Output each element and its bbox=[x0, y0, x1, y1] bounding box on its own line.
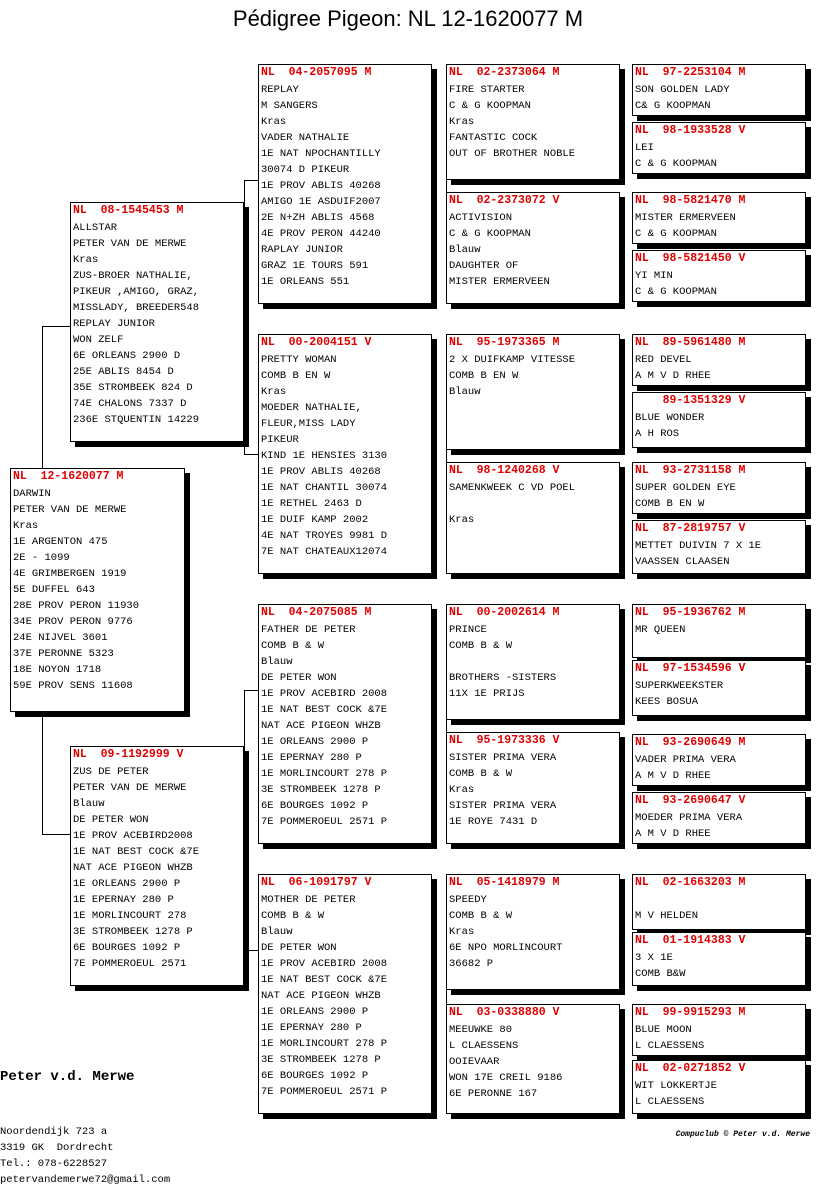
detail-line: 5E DUFFEL 643 bbox=[13, 584, 95, 596]
detail-line: 1E PROV ACEBIRD 2008 bbox=[261, 688, 388, 700]
detail-line: WON ZELF bbox=[73, 334, 124, 346]
detail-line: Kras bbox=[13, 520, 39, 532]
detail-line: SUPER GOLDEN EYE bbox=[635, 482, 736, 494]
pigeon-card-ggp-7 bbox=[446, 874, 620, 990]
pigeon-details bbox=[447, 892, 619, 972]
detail-line: WIT LOKKERTJE bbox=[635, 1080, 717, 1092]
detail-line: 1E ARGENTON 475 bbox=[13, 536, 108, 548]
detail-line: BROTHERS -SISTERS bbox=[449, 672, 557, 684]
detail-line: ALLSTAR bbox=[73, 222, 118, 234]
detail-line: A M V D RHEE bbox=[635, 828, 711, 840]
pigeon-details bbox=[633, 538, 805, 570]
pigeon-card-ggp-4 bbox=[446, 462, 620, 574]
page-title: Pédigree Pigeon: NL 12-1620077 M bbox=[232, 6, 584, 31]
detail-line: WON 17E CREIL 9186 bbox=[449, 1072, 563, 1084]
detail-line: 36682 P bbox=[449, 958, 494, 970]
detail-line: 1E NAT NPOCHANTILLY bbox=[261, 148, 381, 160]
detail-line: 6E NPO MORLINCOURT bbox=[449, 942, 563, 954]
detail-line: Blauw bbox=[449, 244, 481, 256]
detail-line: 7E NAT CHATEAUX12074 bbox=[261, 546, 388, 558]
detail-line: A M V D RHEE bbox=[635, 770, 711, 782]
pigeon-card-sire-dam bbox=[258, 334, 432, 574]
detail-line: 4E NAT TROYES 9981 D bbox=[261, 530, 388, 542]
pigeon-card-gggp-15 bbox=[632, 1004, 806, 1056]
detail-line: PETER VAN DE MERWE bbox=[73, 782, 187, 794]
detail-line: 3319 GK Dordrecht bbox=[0, 1142, 114, 1154]
detail-line: 1E NAT CHANTIL 30074 bbox=[261, 482, 388, 494]
detail-line: 1E ORLEANS 2900 P bbox=[261, 1006, 369, 1018]
detail-line: DE PETER WON bbox=[261, 672, 337, 684]
pigeon-details bbox=[633, 950, 805, 982]
ring-number: NL 98-5821450 V bbox=[635, 252, 746, 265]
detail-line: 1E NAT BEST COCK &7E bbox=[73, 846, 200, 858]
detail-line: Noordendijk 723 a bbox=[0, 1126, 108, 1138]
ring-number: NL 02-1663203 M bbox=[635, 876, 746, 889]
detail-line: ZUS-BROER NATHALIE, bbox=[73, 270, 193, 282]
detail-line: SUPERKWEEKSTER bbox=[635, 680, 724, 692]
detail-line: 1E PROV ABLIS 40268 bbox=[261, 180, 381, 192]
ring-number: NL 09-1192999 V bbox=[73, 748, 184, 761]
connector bbox=[42, 326, 43, 468]
detail-line: 3 X 1E bbox=[635, 952, 673, 964]
detail-line: OUT OF BROTHER NOBLE bbox=[449, 148, 576, 160]
detail-line: SISTER PRIMA VERA bbox=[449, 800, 557, 812]
detail-line: DE PETER WON bbox=[261, 942, 337, 954]
ring-number: 89-1351329 V bbox=[635, 394, 746, 407]
detail-line: C& G KOOPMAN bbox=[635, 100, 711, 112]
detail-line: 37E PERONNE 5323 bbox=[13, 648, 114, 660]
detail-line: COMB B EN W bbox=[261, 370, 331, 382]
detail-line: L CLAESSENS bbox=[449, 1040, 519, 1052]
detail-line: Blauw bbox=[73, 798, 105, 810]
detail-line: Kras bbox=[449, 116, 475, 128]
detail-line: 3E STROMBEEK 1278 P bbox=[73, 926, 193, 938]
pigeon-details bbox=[447, 750, 619, 830]
pigeon-details bbox=[447, 480, 619, 528]
detail-line: COMB B & W bbox=[449, 768, 513, 780]
detail-line: VAASSEN CLAASEN bbox=[635, 556, 730, 568]
detail-line: PETER VAN DE MERWE bbox=[13, 504, 127, 516]
detail-line: SON GOLDEN LADY bbox=[635, 84, 730, 96]
detail-line: 4E PROV PERON 44240 bbox=[261, 228, 381, 240]
detail-line: 1E NAT BEST COCK &7E bbox=[261, 974, 388, 986]
detail-line: Kras bbox=[261, 386, 287, 398]
ring-number: NL 98-5821470 M bbox=[635, 194, 746, 207]
detail-line: AMIGO 1E ASDUIF2007 bbox=[261, 196, 381, 208]
detail-line: REPLAY JUNIOR bbox=[73, 318, 155, 330]
connector bbox=[244, 690, 245, 950]
detail-line: PIKEUR bbox=[261, 434, 299, 446]
detail-line: PIKEUR ,AMIGO, GRAZ, bbox=[73, 286, 200, 298]
detail-line: L CLAESSENS bbox=[635, 1040, 705, 1052]
pigeon-details bbox=[633, 410, 805, 442]
ring-number: NL 95-1973365 M bbox=[449, 336, 560, 349]
detail-line: 1E PROV ABLIS 40268 bbox=[261, 466, 381, 478]
detail-line bbox=[449, 654, 619, 670]
detail-line: 74E CHALONS 7337 D bbox=[73, 398, 187, 410]
connector bbox=[42, 326, 70, 327]
pigeon-card-gggp-7 bbox=[632, 462, 806, 514]
detail-line: FLEUR,MISS LADY bbox=[261, 418, 356, 430]
pigeon-details bbox=[259, 622, 431, 830]
connector bbox=[42, 712, 43, 834]
pigeon-card-gggp-5 bbox=[632, 334, 806, 386]
detail-line: Kras bbox=[261, 116, 287, 128]
owner-info bbox=[0, 1036, 170, 1204]
pigeon-card-ggp-5 bbox=[446, 604, 620, 720]
pigeon-details bbox=[633, 622, 805, 638]
detail-line: 1E ORLEANS 551 bbox=[261, 276, 350, 288]
detail-line: MISTER ERMERVEEN bbox=[449, 276, 550, 288]
ring-number: NL 87-2819757 V bbox=[635, 522, 746, 535]
ring-number: NL 04-2075085 M bbox=[261, 606, 372, 619]
ring-number: NL 02-2373064 M bbox=[449, 66, 560, 79]
detail-line: KIND 1E HENSIES 3130 bbox=[261, 450, 388, 462]
ring-number: NL 99-9915293 M bbox=[635, 1006, 746, 1019]
detail-line: M V HELDEN bbox=[635, 910, 699, 922]
pigeon-card-dam bbox=[70, 746, 244, 986]
detail-line: MEEUWKE 80 bbox=[449, 1024, 513, 1036]
detail-line: KEES BOSUA bbox=[635, 696, 699, 708]
detail-line: RAPLAY JUNIOR bbox=[261, 244, 343, 256]
detail-line: 1E DUIF KAMP 2002 bbox=[261, 514, 369, 526]
detail-line: 1E PROV ACEBIRD 2008 bbox=[261, 958, 388, 970]
detail-line: VADER NATHALIE bbox=[261, 132, 350, 144]
connector bbox=[244, 180, 258, 181]
detail-line: MISSLADY, BREEDER548 bbox=[73, 302, 200, 314]
detail-line: 1E NAT BEST COCK &7E bbox=[261, 704, 388, 716]
pigeon-details bbox=[633, 810, 805, 842]
ring-number: NL 00-2002614 M bbox=[449, 606, 560, 619]
detail-line: 1E MORLINCOURT 278 bbox=[73, 910, 187, 922]
connector bbox=[244, 690, 258, 691]
pigeon-details bbox=[447, 82, 619, 162]
detail-line: 2 X DUIFKAMP VITESSE bbox=[449, 354, 576, 366]
detail-line: NAT ACE PIGEON WHZB bbox=[261, 990, 381, 1002]
detail-line: 6E BOURGES 1092 P bbox=[261, 800, 369, 812]
pigeon-details bbox=[633, 210, 805, 242]
detail-line: COMB B&W bbox=[635, 968, 686, 980]
owner-address bbox=[0, 1124, 170, 1188]
pigeon-card-gggp-11 bbox=[632, 734, 806, 786]
detail-line: OOIEVAAR bbox=[449, 1056, 500, 1068]
detail-line: 4E GRIMBERGEN 1919 bbox=[13, 568, 127, 580]
detail-line: FATHER DE PETER bbox=[261, 624, 356, 636]
detail-line: Blauw bbox=[449, 386, 481, 398]
connector bbox=[244, 950, 258, 951]
detail-line: COMB B & W bbox=[449, 640, 513, 652]
detail-line: C & G KOOPMAN bbox=[449, 228, 531, 240]
detail-line: MR QUEEN bbox=[635, 624, 686, 636]
detail-line: 1E PROV ACEBIRD2008 bbox=[73, 830, 193, 842]
detail-line: 30074 D PIKEUR bbox=[261, 164, 350, 176]
detail-line: 1E ROYE 7431 D bbox=[449, 816, 538, 828]
pigeon-details bbox=[633, 480, 805, 512]
pigeon-card-gggp-9 bbox=[632, 604, 806, 658]
detail-line: M SANGERS bbox=[261, 100, 318, 112]
detail-line: 25E ABLIS 8454 D bbox=[73, 366, 174, 378]
pigeon-card-dam-sire bbox=[258, 604, 432, 844]
detail-line: 28E PROV PERON 11930 bbox=[13, 600, 140, 612]
connector bbox=[244, 454, 258, 455]
pigeon-details bbox=[633, 1078, 805, 1110]
detail-line bbox=[449, 496, 619, 512]
detail-line: C & G KOOPMAN bbox=[449, 100, 531, 112]
detail-line: 1E EPERNAY 280 P bbox=[261, 1022, 362, 1034]
detail-line: FIRE STARTER bbox=[449, 84, 525, 96]
pigeon-details bbox=[447, 210, 619, 290]
detail-line: COMB B EN W bbox=[449, 370, 519, 382]
detail-line: C & G KOOPMAN bbox=[635, 228, 717, 240]
detail-line: COMB B EN W bbox=[635, 498, 705, 510]
detail-line: MOEDER PRIMA VERA bbox=[635, 812, 743, 824]
ring-number: NL 98-1933528 V bbox=[635, 124, 746, 137]
detail-line: COMB B & W bbox=[449, 910, 513, 922]
pigeon-card-gggp-1 bbox=[632, 64, 806, 116]
pigeon-details bbox=[71, 764, 243, 972]
pigeon-card-gggp-13 bbox=[632, 874, 806, 930]
detail-line: ACTIVISION bbox=[449, 212, 513, 224]
detail-line: Blauw bbox=[261, 926, 293, 938]
detail-line: Kras bbox=[449, 926, 475, 938]
detail-line: 1E EPERNAY 280 P bbox=[261, 752, 362, 764]
ring-number: NL 97-1534596 V bbox=[635, 662, 746, 675]
detail-line: A M V D RHEE bbox=[635, 370, 711, 382]
detail-line: 35E STROMBEEK 824 D bbox=[73, 382, 193, 394]
pigeon-details bbox=[633, 140, 805, 172]
ring-number: NL 97-2253104 M bbox=[635, 66, 746, 79]
pigeon-card-gggp-8 bbox=[632, 520, 806, 574]
detail-line: 6E BOURGES 1092 P bbox=[73, 942, 181, 954]
pigeon-details bbox=[633, 352, 805, 384]
pigeon-card-sire-sire bbox=[258, 64, 432, 304]
detail-line: BLUE WONDER bbox=[635, 412, 705, 424]
detail-line: 6E PERONNE 167 bbox=[449, 1088, 538, 1100]
ring-number: NL 08-1545453 M bbox=[73, 204, 184, 217]
detail-line: PRETTY WOMAN bbox=[261, 354, 337, 366]
footer-credit: Compuclub © Peter v.d. Merwe bbox=[675, 1130, 810, 1139]
detail-line: FANTASTIC COCK bbox=[449, 132, 538, 144]
detail-line: 7E POMMEROEUL 2571 P bbox=[261, 816, 388, 828]
pigeon-details bbox=[259, 82, 431, 290]
pigeon-card-gggp-2 bbox=[632, 122, 806, 174]
detail-line: 1E MORLINCOURT 278 P bbox=[261, 1038, 388, 1050]
ring-number: NL 03-0338880 V bbox=[449, 1006, 560, 1019]
detail-line: REPLAY bbox=[261, 84, 299, 96]
detail-line: A H ROS bbox=[635, 428, 680, 440]
pigeon-details bbox=[71, 220, 243, 428]
pigeon-card-gggp-4 bbox=[632, 250, 806, 302]
detail-line: Blauw bbox=[261, 656, 293, 668]
pigeon-details bbox=[259, 892, 431, 1100]
pigeon-details bbox=[447, 352, 619, 400]
detail-line: 1E ORLEANS 2900 P bbox=[73, 878, 181, 890]
pigeon-card-ggp-1 bbox=[446, 64, 620, 180]
ring-number: NL 93-2690647 V bbox=[635, 794, 746, 807]
detail-line: DE PETER WON bbox=[73, 814, 149, 826]
detail-line: PRINCE bbox=[449, 624, 487, 636]
detail-line: 59E PROV SENS 11608 bbox=[13, 680, 133, 692]
detail-line: 2E N+ZH ABLIS 4568 bbox=[261, 212, 375, 224]
ring-number: NL 04-2057095 M bbox=[261, 66, 372, 79]
connector bbox=[42, 834, 70, 835]
detail-line: L CLAESSENS bbox=[635, 1096, 705, 1108]
detail-line: 236E STQUENTIN 14229 bbox=[73, 414, 200, 426]
detail-line: VADER PRIMA VERA bbox=[635, 754, 736, 766]
detail-line: COMB B & W bbox=[261, 640, 325, 652]
detail-line: COMB B & W bbox=[261, 910, 325, 922]
pigeon-card-ggp-3 bbox=[446, 334, 620, 450]
ring-number: NL 02-0271852 V bbox=[635, 1062, 746, 1075]
ring-number: NL 00-2004151 V bbox=[261, 336, 372, 349]
detail-line: BLUE MOON bbox=[635, 1024, 692, 1036]
detail-line: NAT ACE PIGEON WHZB bbox=[261, 720, 381, 732]
detail-line: 34E PROV PERON 9776 bbox=[13, 616, 133, 628]
pigeon-details bbox=[259, 352, 431, 560]
pigeon-card-gggp-14 bbox=[632, 932, 806, 986]
detail-line: 1E RETHEL 2463 D bbox=[261, 498, 362, 510]
ring-number: NL 93-2731158 M bbox=[635, 464, 746, 477]
ring-number: NL 93-2690649 M bbox=[635, 736, 746, 749]
pigeon-details bbox=[633, 752, 805, 784]
detail-line: DARWIN bbox=[13, 488, 51, 500]
ring-number: NL 01-1914383 V bbox=[635, 934, 746, 947]
detail-line: RED DEVEL bbox=[635, 354, 692, 366]
pigeon-card-gggp-16 bbox=[632, 1060, 806, 1114]
ring-number: NL 89-5961480 M bbox=[635, 336, 746, 349]
detail-line: SAMENKWEEK C VD POEL bbox=[449, 482, 576, 494]
detail-line: petervandemerwe72@gmail.com bbox=[0, 1174, 171, 1186]
ring-number: NL 06-1091797 V bbox=[261, 876, 372, 889]
pigeon-card-gggp-6 bbox=[632, 392, 806, 448]
detail-line: YI MIN bbox=[635, 270, 673, 282]
pigeon-details bbox=[633, 1022, 805, 1054]
pigeon-card-ggp-6 bbox=[446, 732, 620, 844]
pigeon-card-gggp-10 bbox=[632, 660, 806, 716]
ring-number: NL 05-1418979 M bbox=[449, 876, 560, 889]
detail-line: 7E POMMEROEUL 2571 bbox=[73, 958, 187, 970]
detail-line: MISTER ERMERVEEN bbox=[635, 212, 736, 224]
pigeon-card-ggp-2 bbox=[446, 192, 620, 304]
pigeon-details bbox=[633, 678, 805, 710]
pigeon-card-gggp-3 bbox=[632, 192, 806, 244]
detail-line: 2E - 1099 bbox=[13, 552, 70, 564]
detail-line: 1E EPERNAY 280 P bbox=[73, 894, 174, 906]
detail-line: 18E NOYON 1718 bbox=[13, 664, 102, 676]
pigeon-details bbox=[447, 622, 619, 702]
detail-line bbox=[635, 892, 805, 908]
pigeon-details bbox=[11, 486, 184, 694]
detail-line: SISTER PRIMA VERA bbox=[449, 752, 557, 764]
detail-line: C & G KOOPMAN bbox=[635, 158, 717, 170]
detail-line: 1E MORLINCOURT 278 P bbox=[261, 768, 388, 780]
detail-line: Kras bbox=[449, 784, 475, 796]
detail-line: C & G KOOPMAN bbox=[635, 286, 717, 298]
pigeon-card-sire bbox=[70, 202, 244, 442]
pigeon-card-subject bbox=[10, 468, 185, 712]
detail-line: ZUS DE PETER bbox=[73, 766, 149, 778]
detail-line: METTET DUIVIN 7 X 1E bbox=[635, 540, 762, 552]
detail-line: MOTHER DE PETER bbox=[261, 894, 356, 906]
ring-number: NL 95-1936762 M bbox=[635, 606, 746, 619]
detail-line: 6E BOURGES 1092 P bbox=[261, 1070, 369, 1082]
detail-line: Kras bbox=[73, 254, 99, 266]
pigeon-details bbox=[633, 892, 805, 924]
ring-number: NL 02-2373072 V bbox=[449, 194, 560, 207]
ring-number: NL 98-1240268 V bbox=[449, 464, 560, 477]
detail-line: PETER VAN DE MERWE bbox=[73, 238, 187, 250]
pigeon-card-ggp-8 bbox=[446, 1004, 620, 1114]
detail-line: MOEDER NATHALIE, bbox=[261, 402, 362, 414]
detail-line: 6E ORLEANS 2900 D bbox=[73, 350, 181, 362]
detail-line: GRAZ 1E TOURS 591 bbox=[261, 260, 369, 272]
connector bbox=[244, 180, 245, 454]
pigeon-details bbox=[633, 82, 805, 114]
detail-line: 24E NIJVEL 3601 bbox=[13, 632, 108, 644]
detail-line: LEI bbox=[635, 142, 654, 154]
detail-line: NAT ACE PIGEON WHZB bbox=[73, 862, 193, 874]
pigeon-card-dam-dam bbox=[258, 874, 432, 1114]
pigeon-details bbox=[633, 268, 805, 300]
owner-name: Peter v.d. Merwe bbox=[0, 1069, 135, 1085]
detail-line: 1E ORLEANS 2900 P bbox=[261, 736, 369, 748]
detail-line: 11X 1E PRIJS bbox=[449, 688, 525, 700]
detail-line: SPEEDY bbox=[449, 894, 487, 906]
pigeon-details bbox=[447, 1022, 619, 1102]
detail-line: 7E POMMEROEUL 2571 P bbox=[261, 1086, 388, 1098]
ring-number: NL 95-1973336 V bbox=[449, 734, 560, 747]
detail-line: Kras bbox=[449, 514, 475, 526]
detail-line: DAUGHTER OF bbox=[449, 260, 519, 272]
detail-line: Tel.: 078-6228527 bbox=[0, 1158, 108, 1170]
detail-line: 3E STROMBEEK 1278 P bbox=[261, 1054, 381, 1066]
pigeon-card-gggp-12 bbox=[632, 792, 806, 844]
ring-number: NL 12-1620077 M bbox=[13, 470, 124, 483]
detail-line: 3E STROMBEEK 1278 P bbox=[261, 784, 381, 796]
